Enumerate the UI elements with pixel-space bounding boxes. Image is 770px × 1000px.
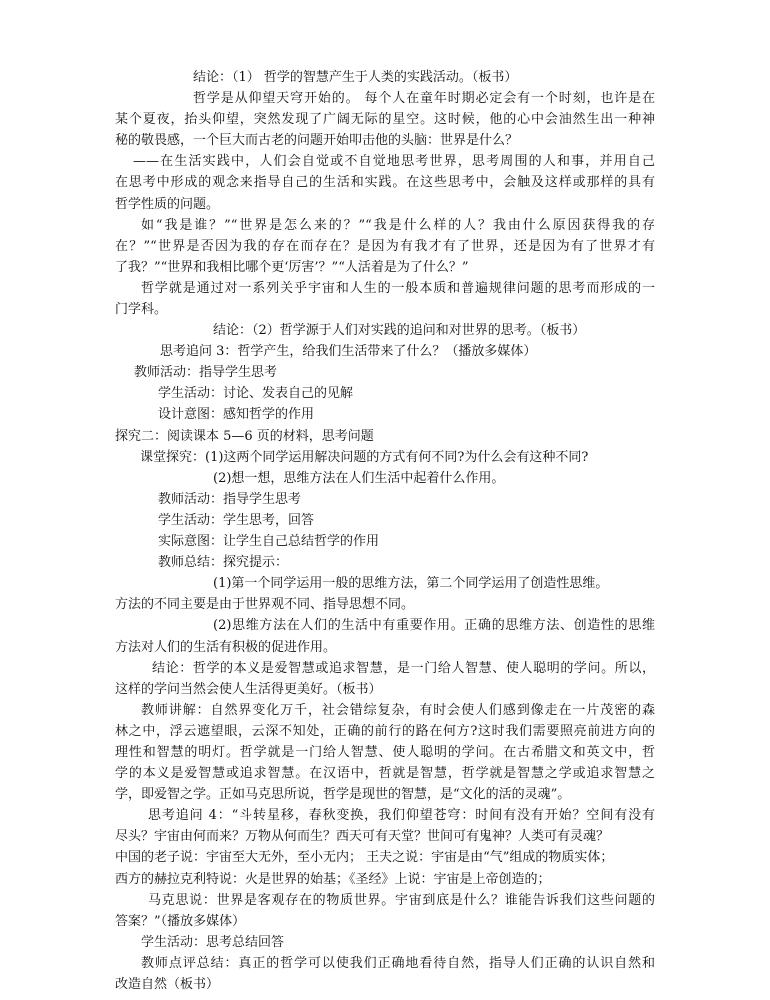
paragraph-line: 在思考中形成的观念来指导自己的生活和实践。在这些思考中，会触及这样或那样的具有 xyxy=(115,175,655,190)
paragraph-line: 西方的赫拉克利特说：火是世界的始基；《圣经》上说：宇宙是上帝创造的； xyxy=(115,872,551,887)
conclusion-line-1: 结论：（1） 哲学的智慧产生于人类的实践活动。（板书） xyxy=(193,70,518,85)
paragraph-line: 了我？”“世界和我相比哪个更‘厉害’？”“人活着是为了什么？” xyxy=(115,260,469,275)
conclusion-line-2: 结论：（2）哲学源于人们对实践的追问和对世界的思考。（板书） xyxy=(213,323,586,338)
paragraph-line: 哲学性质的问题。 xyxy=(115,197,220,212)
paragraph-line: 尽头？宇宙由何而来？万物从何而生？西天可有天堂？世间可有鬼神？人类可有灵魂？ xyxy=(115,829,610,844)
student-activity: 学生活动：思考总结回答 xyxy=(141,935,285,950)
paragraph-line: 哲学就是通过对一系列关乎宇宙和人生的一般本质和普遍规律问题的思考而形成的一 xyxy=(141,281,655,296)
conclusion-line-3-cont: 这样的学问当然会使人生活得更美好。（板书） xyxy=(115,682,382,697)
teacher-activity: 教师活动：指导学生思考 xyxy=(158,492,302,507)
paragraph-line: 在？”“世界是否因为我的存在而存在？是因为有我才有了世界，还是因为有了世界才有 xyxy=(115,239,655,254)
classroom-inquiry: 课堂探究：(1)这两个同学运用解决问题的方式有何不同?为什么会有这种不同? xyxy=(140,450,589,465)
paragraph-line: ——在生活实践中，人们会自觉或不自觉地思考世界，思考周围的人和事，并用自己 xyxy=(133,154,655,169)
actual-intent: 实际意图：让学生自己总结哲学的作用 xyxy=(158,534,380,549)
teacher-explanation: 教师讲解：自然界变化万千，社会错综复杂，有时会使人们感到像走在一片茂密的森 xyxy=(141,703,655,718)
hint-line-2: (2)思维方法在人们的生活中有重要作用。正确的思维方法、创造性的思维 xyxy=(213,618,655,633)
teacher-summary: 教师总结：探究提示： xyxy=(158,555,289,570)
paragraph-line: 学的本义是爱智慧或追求智慧。在汉语中，哲就是智慧，哲学就是智慧之学或追求智慧之 xyxy=(115,766,655,781)
question-line-3: 思考追问 3：哲学产生，给我们生活带来了什么？（播放多媒体） xyxy=(160,344,537,359)
design-intent: 设计意图：感知哲学的作用 xyxy=(158,407,315,422)
paragraph-line: 理性和智慧的明灯。哲学就是一门给人智慧、使人聪明的学问。在古希腊文和英文中，哲 xyxy=(115,745,655,760)
paragraph-line: 林之中，浮云遮望眼，云深不知处，正确的前行的路在何方?这时我们需要照亮前进方向的 xyxy=(115,724,655,739)
paragraph-line: 秘的敬畏感，一个巨大而古老的问题开始叩击他的头脑：世界是什么？ xyxy=(115,133,519,148)
conclusion-line-3: 结论：哲学的本义是爱智慧或追求智慧，是一门给人智慧、使人聪明的学问。所以， xyxy=(152,661,655,676)
teacher-review: 教师点评总结：真正的哲学可以使我们正确地看待自然，指导人们正确的认识自然和 xyxy=(141,956,655,971)
inquiry-two-heading: 探究二：阅读课本 5—6 页的材料，思考问题 xyxy=(115,429,374,444)
paragraph-line: 马克思说：世界是客观存在的物质世界。宇宙到底是什么？谁能告诉我们这些问题的 xyxy=(148,893,655,908)
inquiry-question-2: (2)想一想，思维方法在人们生活中起着什么作用。 xyxy=(213,471,505,486)
teacher-activity: 教师活动：指导学生思考 xyxy=(134,365,278,380)
paragraph-line: 答案？”（播放多媒体） xyxy=(115,914,246,929)
paragraph-line: 学，即爱智之学。正如马克思所说，哲学是现世的智慧，是“文化的活的灵魂”。 xyxy=(115,787,571,802)
student-activity: 学生活动：讨论、发表自己的见解 xyxy=(158,386,354,401)
paragraph-line: 如“我是谁？”“世界是怎么来的？”“我是什么样的人？我由什么原因获得我的存 xyxy=(141,218,655,233)
hint-line-1-cont: 方法的不同主要是由于世界观不同、指导思想不同。 xyxy=(115,597,415,612)
paragraph-line: 门学科。 xyxy=(115,302,168,317)
paragraph-line: 哲学是从仰望天穹开始的。 每个人在童年时期必定会有一个时刻，也许是在 xyxy=(193,91,655,106)
teacher-review-cont: 改造自然（板书） xyxy=(115,977,220,992)
paragraph-line: 中国的老子说：宇宙至大无外，至小无内； 王夫之说：宇宙是由“气”组成的物质实体； xyxy=(115,850,614,865)
student-activity: 学生活动：学生思考，回答 xyxy=(158,513,315,528)
paragraph-line: 某个夏夜，抬头仰望，突然发现了广阔无际的星空。这时候，他的心中会油然生出一种神 xyxy=(115,112,655,127)
question-line-4: 思考追问 4：“斗转星移，春秋变换，我们仰望苍穹：时间有没有开始？空间有没有 xyxy=(148,808,655,823)
hint-line-2-cont: 方法对人们的生活有积极的促进作用。 xyxy=(115,640,337,655)
hint-line-1: (1)第一个同学运用一般的思维方法，第二个同学运用了创造性思维。 xyxy=(213,576,609,591)
